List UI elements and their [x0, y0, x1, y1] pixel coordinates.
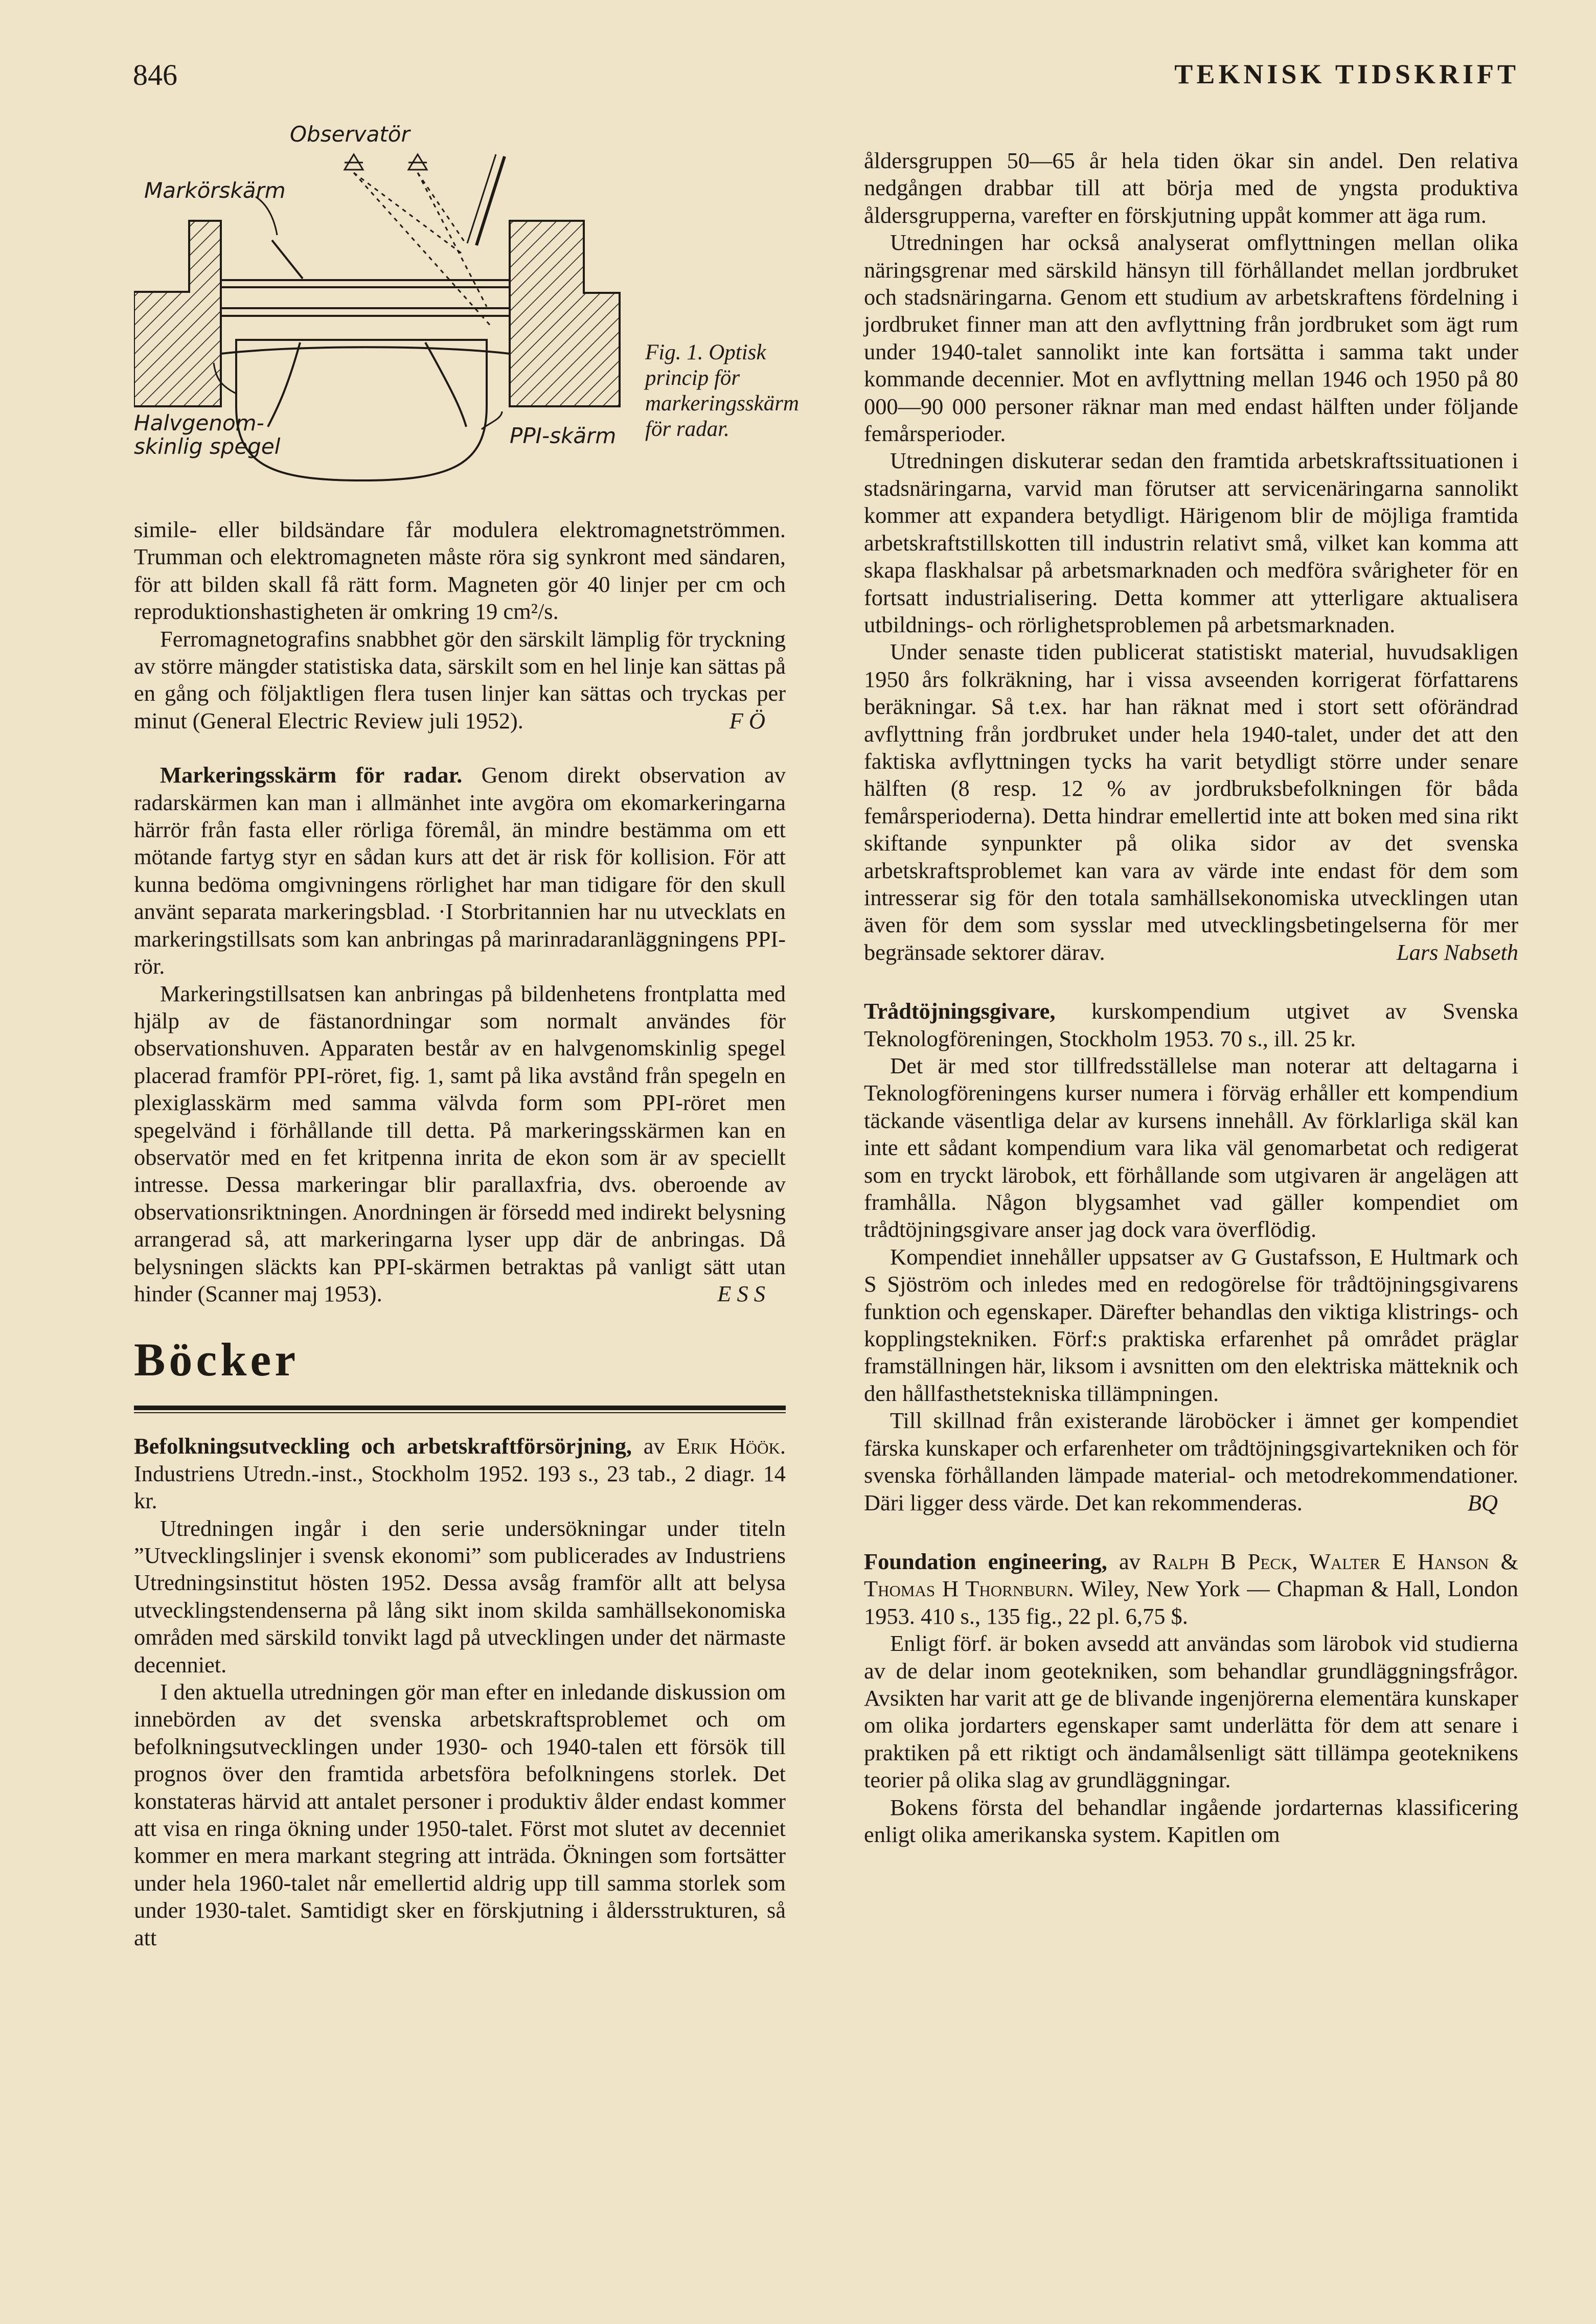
review-citation: Befolkningsutveckling och arbetskraftförsörjning, av Erik Höök. Industriens Utredn.-inst., Stockholm 1952. 193 s., 23 tab., 2 diagr. 14 kr.: [134, 1433, 786, 1514]
heading-rule: [134, 1406, 786, 1413]
review-paragraph: I den aktuella utredningen gör man efter en inledande diskussion om innebörden av det svenska arbetskraftsproblemet och om befolkningsutvecklingen under 1930- och 1940-talen ett försök till prognos över den framtida arbetsföra befolkningens storlek. Det konstateras härvid att antalet personer i produktiv ålder endast kommer att visa en ringa ökning under 1950-talet. Först mot slutet av decenniet kommer en mera markant stegring att inträda. Ökningen som fortsätter under hela 1960-talet når emellertid aldrig upp till samma storlek som under 1930-talet. Samtidigt sker en förskjutning i åldersstrukturen, så att: [134, 1679, 786, 1950]
label-marker-screen: Markörskärm: [144, 178, 286, 203]
author-signature: E S S: [717, 1280, 765, 1306]
author-signature: F Ö: [729, 707, 765, 733]
article-paragraph: Markeringstillsatsen kan anbringas på bildenhetens frontplatta med hjälp av de fästanordningar som normalt användes för observationshuven. Apparaten består av en halvgenomskinlig spegel placerad framför PPI-röret, fig. 1, samt på lika avstånd från spegeln en plexiglasskärm med samma välvda form som PPI-röret men spegelvänd i förhållande till detta. På markeringsskärmen kan en observatör med en fet kritpenna inrita de ekon som är av speciellt intresse. Dessa markeringar blir parallaxfria, dvs. oberoende av observationsriktningen. Anordningen är försedd med indirekt belysning arrangerad så, att markeringarna lyser upp där de anbringas. Då belysningen släckts kan PPI-skärmen betraktas på vanligt sätt utan hinder (Scanner maj 1953). E S S: [134, 980, 786, 1308]
review-paragraph: Till skillnad från existerande läroböcker i ämnet ger kompendiet färska kunskaper och erfarenheter om trådtöjningsgivartekniken och för svenska förhållanden lämpade material- och metodrekommendationer. Däri ligger dess värde. Det kan rekommenderas. BQ: [864, 1407, 1518, 1516]
review-paragraph: Kompendiet innehåller uppsatser av G Gustafsson, E Hultmark och S Sjöström och inledes med en redogörelse för trådtöjningsgivarens funktion och egenskaper. Därefter behandlas den viktiga klistrings- och kopplingstekniken. Förf:s praktiska erfarenhet på området präglar framställningen här, liksom i avsnitten om den elektriska mätteknik och den hållfasthetstekniska tillämpningen.: [864, 1244, 1518, 1406]
books-heading: Böcker: [134, 1333, 300, 1386]
review-paragraph: Bokens första del behandlar ingående jordarternas klassificering enligt olika amerikanska system. Kapitlen om: [864, 1794, 1518, 1847]
review-paragraph: Under senaste tiden publicerat statistiskt material, huvudsakligen 1950 års folkräkning, har i vissa avseenden korrigerat författarens beräkningar. Så t.ex. har han räknat med i stort sett oförändrad avflyttning från jordbruket under hela 1940-talet, under det att den faktiska avflyttningen tycks ha varit betydligt större under senare hälften (8 resp. 12 % av jordbruksbefolkningen för båda femårsperioderna). Detta hindrar emellertid inte att boken med sina rikt skiftande synpunkter på olika sidor av det svenska arbetskraftsproblemet kan vara av värde inte endast för dem som intresserar sig för den totala samhällsekonomiska utvecklingen utan även för dem som sysslar med utvecklingsbetingelserna för mer begränsade sektorer därav. Lars Nabseth: [864, 638, 1518, 966]
page-number: 846: [133, 58, 177, 91]
marker-curve: [272, 240, 303, 279]
review-paragraph: Det är med stor tillfredsställelse man noterar att deltagarna i Teknologföreningens kurser numera i förväg erhåller ett kompendium täckande väsentliga delar av kursens innehåll. Av förklarliga skäl kan inte ett sådant kompendium vara lika väl genomarbetat och redigerat som en tryckt lärobok, ett förhållande som utgivaren är angelägen att framhålla. Någon blygsamhet vad gäller kompendiet om trådtöjningsgivare anser jag dock vara överflödig.: [864, 1053, 1518, 1242]
figure-caption: Fig. 1. Optisk princip för markeringsskärm för radar.: [645, 340, 799, 441]
right-housing: [510, 221, 620, 406]
reviewer-signature: BQ: [1467, 1489, 1498, 1515]
review-paragraph: Utredningen har också analyserat omflyttningen mellan olika näringsgrenar med särskild hänsyn till förhållandet mellan jordbruket och stadsnäringarna. Genom ett studium av arbetskraftens fördelning i jordbruket finner man att den avflyttning från jordbruket som ägt rum under 1940-talet sannolikt inte kan fortsätta i samma takt under kommande decennier. Mot en avflyttning mellan 1946 och 1950 på 80 000—90 000 personer räknar man med endast hälften under följande femårsperioder.: [864, 229, 1518, 447]
review-citation: Foundation engineering, av Ralph B Peck, Walter E Hanson & Thomas H Thornburn. Wiley, New York — Chapman & Hall, London 1953. 410 s., 135 fig., 22 pl. 6,75 $.: [864, 1548, 1518, 1629]
article-paragraph: Ferromagnetografins snabbhet gör den särskilt lämplig för tryckning av större mängder statistiska data, särskilt som en hel linje kan sättas på en gång och följaktligen flera tusen linjer kan sättas och tryckas per minut (General Electric Review juli 1952). F Ö: [134, 626, 786, 735]
mirror-curve: [221, 347, 510, 354]
journal-title: TEKNISK TIDSKRIFT: [1174, 59, 1519, 89]
label-half-mirror: Halvgenom- skinlig spegel: [134, 410, 281, 459]
right-column: [864, 147, 1518, 1848]
left-housing: [134, 221, 221, 406]
label-ppi-screen: PPI-skärm: [510, 423, 617, 448]
section-title: Markeringsskärm för radar.: [160, 762, 463, 788]
review-citation: Trådtöjningsgivare, kurskompendium utgivet av Svenska Teknologföreningen, Stockholm 1953. 70 s., ill. 25 kr.: [864, 998, 1518, 1051]
article-paragraph: simile- eller bildsändare får modulera elektromagnetströmmen. Trumman och elektromagneten måste röra sig synkront med sändaren, för att bilden skall få rätt form. Magneten gör 40 linjer per cm och reproduktionshastigheten är omkring 19 cm²/s.: [134, 517, 786, 625]
label-observer: Observatör: [290, 122, 410, 147]
reviewer-signature: Lars Nabseth: [1396, 939, 1518, 965]
review-paragraph: Utredningen ingår i den serie undersökningar under titeln ”Utvecklingslinjer i svensk ekonomi” som publicerades av Industriens Utredningsinstitut hösten 1952. Dessa avsåg framför allt att belysa utvecklingstendenserna på lång sikt inom skilda samhällsekonomiska områden med särskild tonvikt lagd på utvecklingen under det närmaste decenniet.: [134, 1515, 786, 1677]
article-paragraph: Markeringsskärm för radar. Genom direkt observation av radarskärmen kan man i allmänhet inte avgöra om ekomarkeringarna härrör från fasta eller rörliga föremål, än mindre bestämma om ett mötande fartyg styr en sådan kurs att det är risk för kollision. För att kunna bedöma omgivningens rörlighet har man tidigare för den skull använt separata markeringsblad. ·I Storbritannien har nu utvecklats en markeringstillsats som kan anbringas på marinradaranläggningens PPI-rör.: [134, 762, 786, 979]
review-paragraph: Enligt förf. är boken avsedd att användas som lärobok vid studierna av de delar inom geotekniken, som behandlar grundläggningsfrågor. Avsikten har varit att ge de blivande ingenjörerna elementära kunskaper om olika jordarters egenskaper samt underlätta för dem att senare i praktiken på ett riktigt och ändamålsenligt sätt tillämpa geoteknikens teorier på olika slag av grundläggningar.: [864, 1630, 1518, 1793]
review-paragraph: åldersgruppen 50—65 år hela tiden ökar sin andel. Den relativa nedgången drabbar till att börja med de yngsta produktiva åldersgrupperna, varefter en förskjutning uppåt kommer att äga rum.: [864, 148, 1518, 228]
review-paragraph: Utredningen diskuterar sedan den framtida arbetskraftssituationen i stadsnäringarna, varvid man förutser att servicenäringarna sannolikt kommer att expandera betydligt. Härigenom blir de möjliga framtida arbetskraftstillskotten till industrin relativt små, vilket kan komma att skapa flaskhalsar på arbetsmarknaden och medföra svårigheter för en fortsatt industrialisering. Detta kommer att ytterligare aktualisera utbildnings- och rörlighetsproblemen på arbetsmarknaden.: [864, 448, 1518, 637]
left-column: [134, 516, 786, 1951]
ppi-tube: [236, 340, 487, 480]
figure-1: [134, 123, 799, 491]
